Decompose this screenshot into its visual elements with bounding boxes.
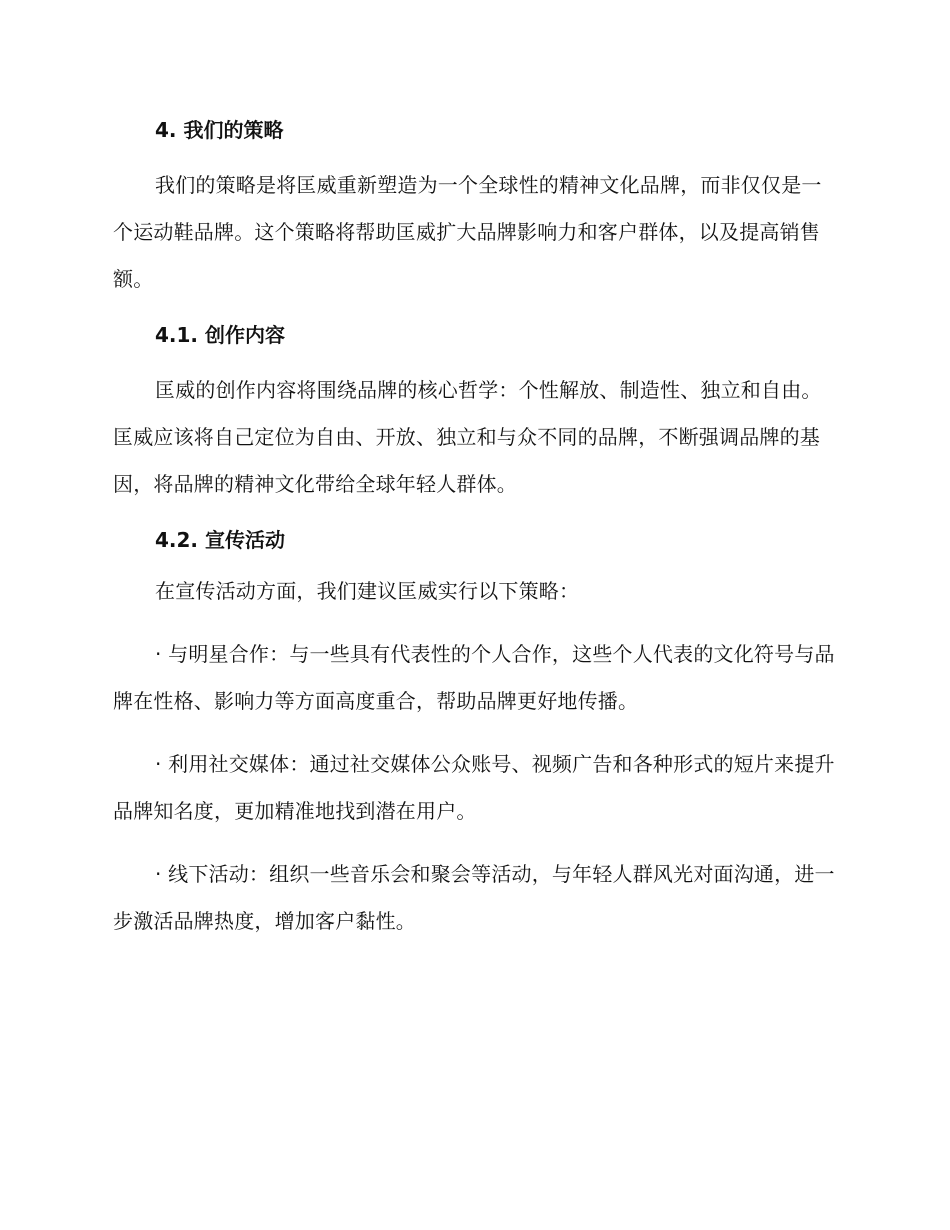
paragraph-campaigns-intro: 在宣传活动方面，我们建议匡威实行以下策略： [155,579,580,603]
paragraph-strategy: 我们的策略是将匡威重新塑造为一个全球性的精神文化品牌，而非仅仅是一个运动鞋品牌。这个策略将帮助匡威扩大品牌影响力和客户群体，以及提高销售额。 [113,173,822,291]
document-content [113,112,835,945]
section-heading-campaigns: 4.2. 宣传活动 [155,528,285,552]
bullet-celebrity-collab: · 与明星合作：与一些具有代表性的个人合作，这些个人代表的文化符号与品牌在性格、影响力等方面高度重合，帮助品牌更好地传播。 [113,642,835,713]
paragraph-content-creation: 匡威的创作内容将围绕品牌的核心哲学：个性解放、制造性、独立和自由。匡威应该将自己定位为自由、开放、独立和与众不同的品牌，不断强调品牌的基因，将品牌的精神文化带给全球年轻人群体。 [113,378,822,496]
bullet-offline-events: · 线下活动：组织一些音乐会和聚会等活动，与年轻人群风光对面沟通，进一步激活品牌热度，增加客户黏性。 [113,862,835,933]
section-heading-content-creation: 4.1. 创作内容 [155,323,285,347]
section-heading-strategy: 4. 我们的策略 [155,118,284,142]
bullet-social-media: · 利用社交媒体：通过社交媒体公众账号、视频广告和各种形式的短片来提升品牌知名度，更加精准地找到潜在用户。 [113,752,835,823]
